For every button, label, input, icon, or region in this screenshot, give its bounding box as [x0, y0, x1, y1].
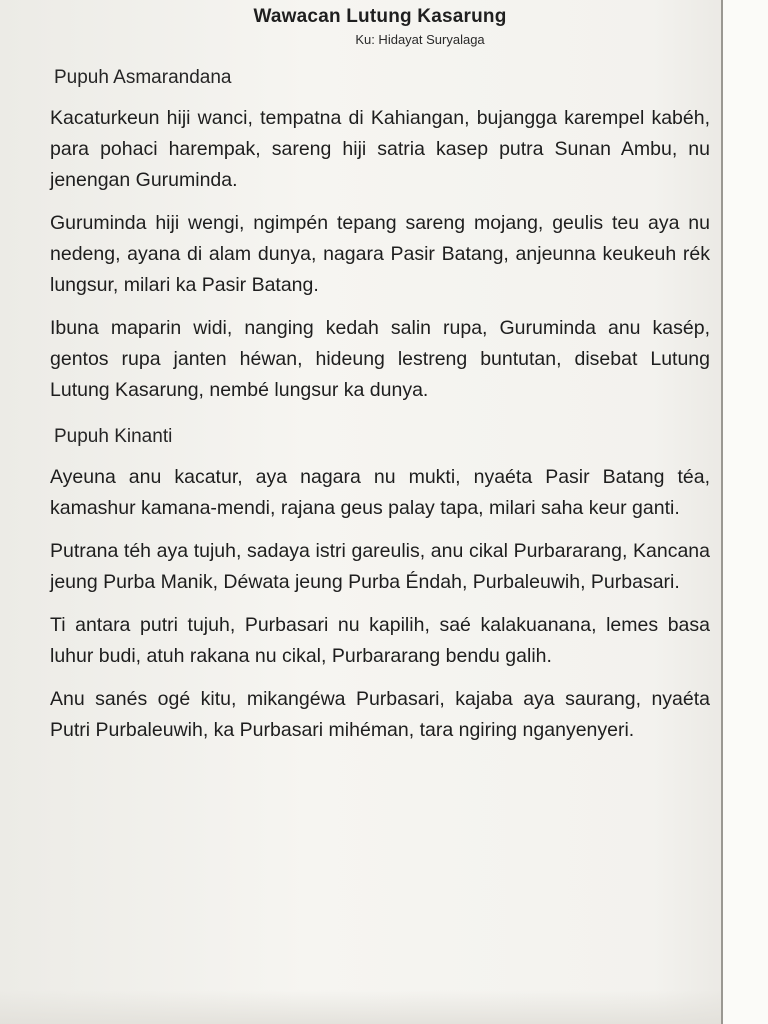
paragraph: Guruminda hiji wengi, ngimpén tepang sareng mojang, geulis teu aya nu nedeng, ayana di alam dunya, nagara Pasir Batang, anjeunna keukeuh rék lungsur, milari ka Pasir Batang. [50, 212, 710, 296]
paragraph: Ayeuna anu kacatur, aya nagara nu mukti, nyaéta Pasir Batang téa, kamashur kamana-mendi, rajana geus palay tapa, milari saha keur ganti. [50, 466, 710, 519]
paragraph: Kacaturkeun hiji wanci, tempatna di Kahiangan, bujangga karempel kabéh, para pohaci harempak, sareng hiji satria kasep putra Sunan Ambu, nu jenengan Guruminda. [50, 107, 710, 191]
paragraph: Anu sanés ogé kitu, mikangéwa Purbasari, kajaba aya saurang, nyaéta Putri Purbaleuwih, ka Purbasari mihéman, tara ngiring nganyenyeri. [50, 688, 710, 741]
page-margin [723, 0, 768, 1024]
paragraph: Putrana téh aya tujuh, sadaya istri gareulis, anu cikal Purbararang, Kancana jeung Purba Manik, Déwata jeung Purba Éndah, Purbaleuwih, Purbasari. [50, 540, 710, 593]
section-heading: Pupuh Asmarandana [54, 67, 232, 88]
section-heading: Pupuh Kinanti [54, 426, 173, 447]
paragraph: Ibuna maparin widi, nanging kedah salin rupa, Guruminda anu kasép, gentos rupa janten héwan, hideung lestreng buntutan, disebat Lutung Lutung Kasarung, nembé lungsur ka dunya. [50, 317, 710, 401]
document-author: Ku: Hidayat Suryalaga [355, 32, 485, 47]
paragraph: Ti antara putri tujuh, Purbasari nu kapilih, saé kalakuanana, lemes basa luhur budi, atuh rakana nu cikal, Purbararang bendu galih. [50, 614, 710, 667]
page-bottom-shadow [0, 990, 721, 1024]
document-content [50, 6, 710, 746]
document-title: Wawacan Lutung Kasarung [253, 6, 507, 27]
section-asmarandana [50, 67, 710, 406]
section-kinanti [50, 426, 710, 746]
